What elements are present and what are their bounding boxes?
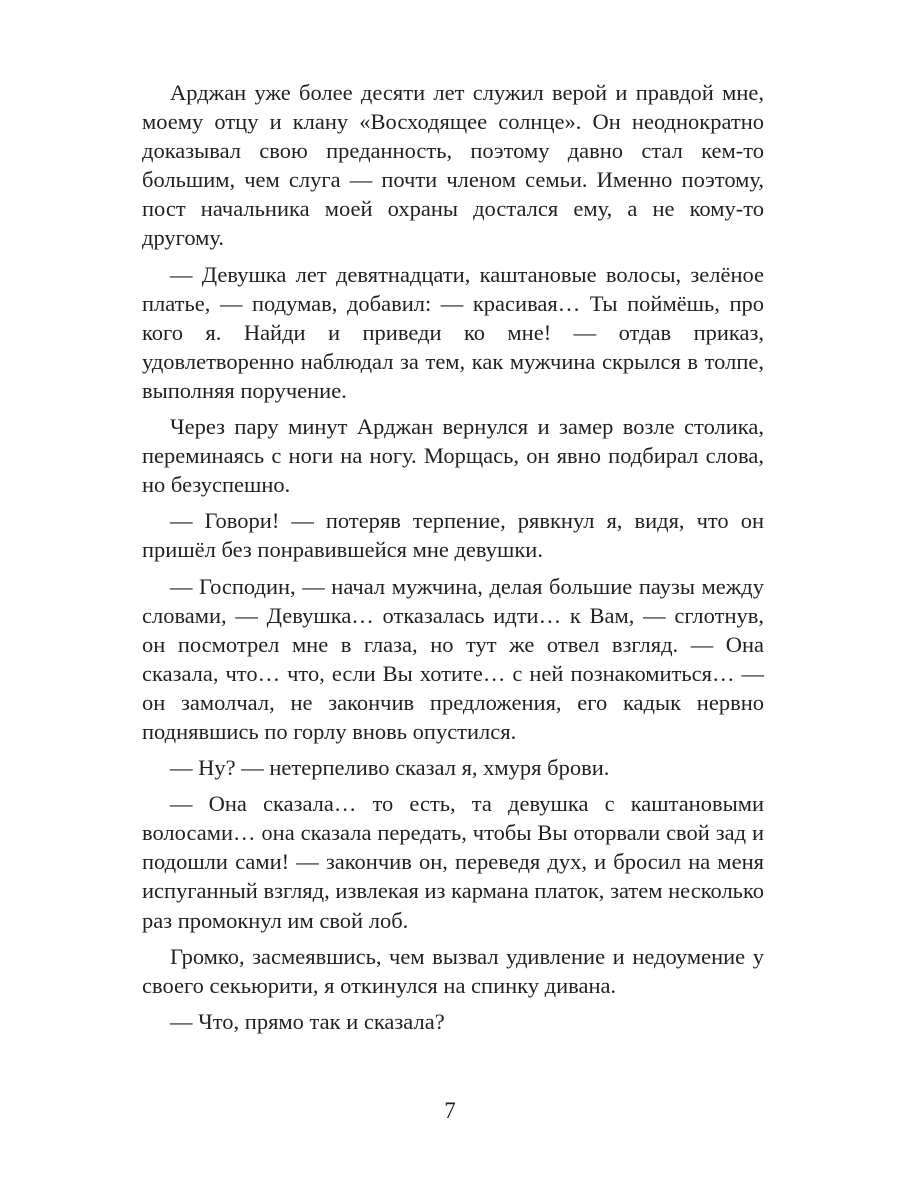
paragraph: — Что, прямо так и сказала? [170,1008,445,1034]
paragraph: Громко, засмеявшись, чем вызвал удивление и недоумение у своего секьюрити, я откинулся на спинку дивана. [142,943,764,998]
page-number: 7 [444,1098,456,1123]
paragraph: — Говори! — потеряв терпение, рявкнул я, видя, что он пришёл без понравившейся мне девушки. [142,508,764,563]
paragraph: — Девушка лет девятнадцати, каштановые волосы, зелёное платье, — подумав, добавил: — красивая… Ты поймёшь, про кого я. Найди и приведи ко мне! — отдав приказ, удовлетворенно наблюдал за тем, как мужчина скрылся в толпе, выполняя поручение. [142,261,764,403]
body-text [142,78,764,1043]
paragraph: Арджан уже более десяти лет служил верой и правдой мне, моему отцу и клану «Восходящее солнце». Он неоднократно доказывал свою преданность, поэтому давно стал кем-то большим, чем слуга — почти членом семьи. Именно поэтому, пост начальника моей охраны достался ему, а не кому-то другому. [142,80,764,251]
paragraph: Через пару минут Арджан вернулся и замер возле столика, переминаясь с ноги на ногу. Морщась, он явно подбирал слова, но безуспешно. [142,414,764,498]
paragraph: — Ну? — нетерпеливо сказал я, хмуря брови. [170,755,610,781]
paragraph: — Господин, — начал мужчина, делая большие паузы между словами, — Девушка… отказалась идти… к Вам, — сглотнув, он посмотрел мне в глаза, но тут же отвел взгляд. — Она сказала, что… что, если Вы хотите… с ней познакомиться… — он замолчал, не закончив предложения, его кадык нервно поднявшись по горлу вновь опустился. [142,573,764,744]
paragraph: — Она сказала… то есть, та девушка с каштановыми волосами… она сказала передать, чтобы Вы оторвали свой зад и подошли сами! — закончив он, переведя дух, и бросил на меня испуганный взгляд, извлекая из кармана платок, затем несколько раз промокнул им свой лоб. [142,791,764,933]
